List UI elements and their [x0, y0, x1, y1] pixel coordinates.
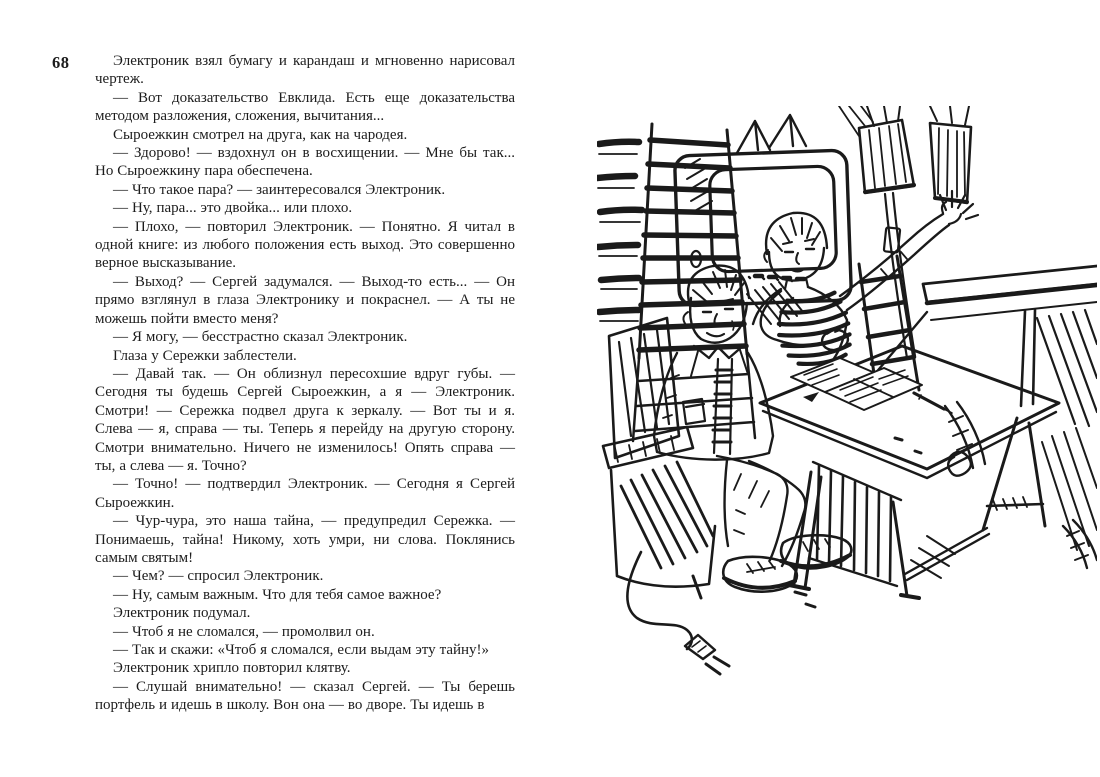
power-plug: [627, 552, 815, 674]
paragraph: — Плохо, — повторил Электроник. — Понятно. Я читал в одной книге: из любого положения есть выход. Это совершенно верное высказывание.: [95, 218, 515, 272]
paragraph: Электроник хрипло повторил клятву.: [113, 660, 351, 677]
desk: [760, 346, 1097, 598]
tv-antenna-icon: [737, 115, 806, 153]
paragraph: Электроник взял бумагу и карандаш и мгновенно нарисовал чертеж.: [95, 53, 515, 88]
bookshelf-bars: [597, 142, 642, 321]
side-table: [923, 266, 1097, 550]
page-number: 68: [52, 53, 70, 72]
lamp-shades: [839, 106, 971, 358]
paragraph: — Вот доказательство Евклида. Есть еще доказательства методом разложения, сложения, вычитания...: [95, 89, 515, 125]
paragraph: — Ну, пара... это двойка... или плохо.: [113, 200, 353, 217]
paragraph: — Чур-чура, это наша тайна, — предупредил Сережка. — Понимаешь, тайна! Никому, хоть умри, ни слова. Поклянись самым святым!: [95, 513, 515, 566]
paragraph: — Так и скажи: «Чтоб я сломался, если выдам эту тайну!»: [113, 642, 490, 658]
paragraph: — Слушай внимательно! — сказал Сергей. — Ты берешь портфель и идешь в школу. Вон она — во дворе. Ты идешь в: [95, 678, 515, 714]
paragraph: Электроник подумал.: [113, 605, 251, 622]
paragraph: — Здорово! — вздохнул он в восхищении. — Мне бы так... Но Сыроежкину пара обеспечена.: [95, 145, 515, 180]
paragraph: Глаза у Сережки заблестели.: [113, 347, 297, 364]
paragraph: — Выход? — Сергей задумался. — Выход-то есть... — Он прямо взглянул в глаза Электронику и покраснел. — А ты не можешь пойти вместо меня?: [95, 273, 515, 327]
paragraph: — Чем? — спросил Электроник.: [113, 568, 324, 585]
paragraph: — Я могу, — бесстрастно сказал Электроник.: [113, 329, 408, 346]
paragraph: — Чтоб я не сломался, — промолвил он.: [113, 623, 375, 640]
paragraph: Сыроежкин смотрел на друга, как на чародея.: [113, 126, 408, 143]
illustration: [597, 106, 1097, 726]
paragraph: — Ну, самым важным. Что для тебя самое важное?: [113, 586, 442, 603]
raised-hand: [940, 191, 978, 224]
pencil-icon: [914, 393, 944, 409]
paragraph: — Что такое пара? — заинтересовался Электроник.: [113, 181, 446, 198]
paragraph: — Точно! — подтвердил Электроник. — Сегодня я Сергей Сыроежкин.: [95, 476, 515, 511]
paragraph: — Давай так. — Он облизнул пересохшие вдруг губы. — Сегодня ты будешь Сергей Сыроежкин, а я — Электроник. Смотри! — Сережка подвел друга к зеркалу. — Вот ты и я. Слева — я, справа — ты. Теперь я перейду на другую сторону. Смотри внимательно. Ничего не изменилось! Опять справа — ты, а слева — я. Точно?: [95, 365, 515, 474]
text-column: [95, 52, 515, 715]
